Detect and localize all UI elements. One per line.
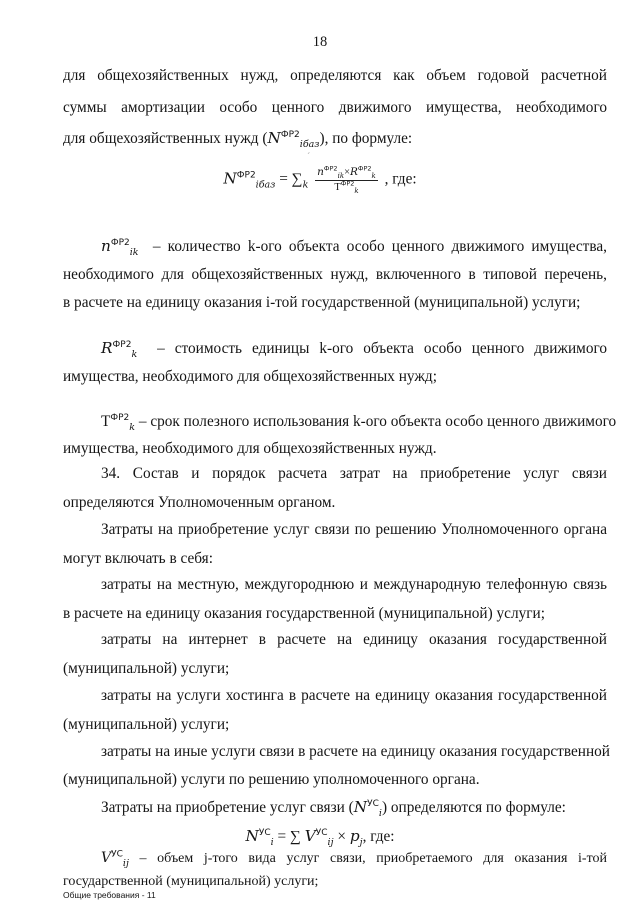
text-line: $R^{ФР2}_k$ – стоимость единицы k-ого объекта особо ценного движимого <box>101 339 608 361</box>
text-fragment: для общехозяйственных нужд ( <box>63 130 268 147</box>
text-line: суммы амортизации особо ценного движимого имущества, необходимого <box>63 99 607 116</box>
text-line: $n^{ФР2}_{ik}$ – количество k-ого объекта особо ценного движимого имущества, <box>101 237 607 259</box>
paragraph-34: 34. Состав и порядок расчета затрат на приобретение услуг связи <box>101 465 607 482</box>
text-line: необходимого для общехозяйственных нужд, включенного в типовой перечень, <box>63 266 607 283</box>
text-line: в расчете на единицу оказания государственной (муниципальной) услуги; <box>63 605 545 622</box>
text-line: для общехозяйственных нужд, определяются как объем годовой расчетной <box>63 67 607 84</box>
list-item: затраты на местную, междугороднюю и международную телефонную связь <box>101 576 607 593</box>
math-subscript: iбаз <box>255 179 276 191</box>
list-item: затраты на услуги хостинга в расчете на единицу оказания государственной <box>101 687 607 704</box>
math-superscript: ФР2 <box>236 170 256 181</box>
text-line: Затраты на приобретение услуг связи по решению Уполномоченного органа <box>101 521 607 538</box>
page-footer: Общие требования - 11 <box>63 890 156 900</box>
text-line: определяются Уполномоченным органом. <box>63 494 336 511</box>
math-equals: = <box>279 170 288 188</box>
text-line: Затраты на приобретение услуг связи $(N^{УС}_i)$ определяются по формуле: <box>101 798 566 820</box>
text-fragment: ), по формуле: <box>319 130 413 147</box>
formula-communication: $N^{УС}_i$ = ∑ $V^{УС}_{ij} \times p_j$, где: <box>245 827 395 849</box>
text-line <box>63 128 607 149</box>
formula-amortization <box>0 166 640 194</box>
fraction: $\frac{n^{ФР2}_{ik}\times R^{ФР2}_k}{Т^{ФР2}_k}$ <box>317 164 376 196</box>
math-symbol: N <box>267 129 281 147</box>
scan-mark: ˊ <box>307 152 311 163</box>
formula-tail: , где: <box>384 170 417 188</box>
math-subscript: iбаз <box>299 139 320 151</box>
text-line: имущества, необходимого для общехозяйственных нужд. <box>63 440 437 457</box>
list-item: затраты на иные услуги связи в расчете на единицу оказания государственной <box>101 743 610 760</box>
text-line: государственной (муниципальной) услуги; <box>63 874 319 889</box>
text-line: (муниципальной) услуги по решению уполномоченного органа. <box>63 771 480 788</box>
text-line: имущества, необходимого для общехозяйственных нужд; <box>63 368 437 385</box>
math-sum: ∑ <box>291 170 303 188</box>
text-line: (муниципальной) услуги; <box>63 660 230 677</box>
text-line: могут включать в себя: <box>63 550 213 567</box>
text-line: в расчете на единицу оказания i-той государственной (муниципальной) услуги; <box>63 294 581 311</box>
math-subscript: k <box>302 179 309 191</box>
page-number: 18 <box>312 34 328 50</box>
text-line: $V^{УС}_{ij}$ – объем j-того вида услуг связи, приобретаемого для оказания i-той <box>101 849 607 869</box>
math-symbol: N <box>223 169 237 188</box>
math-superscript: ФР2 <box>280 129 300 140</box>
text-line: $Т^{ФР2}_k$ – срок полезного использования k-ого объекта особо ценного движимого <box>101 412 617 434</box>
list-item: затраты на интернет в расчете на единицу оказания государственной <box>101 631 607 648</box>
text-line: (муниципальной) услуги; <box>63 716 230 733</box>
